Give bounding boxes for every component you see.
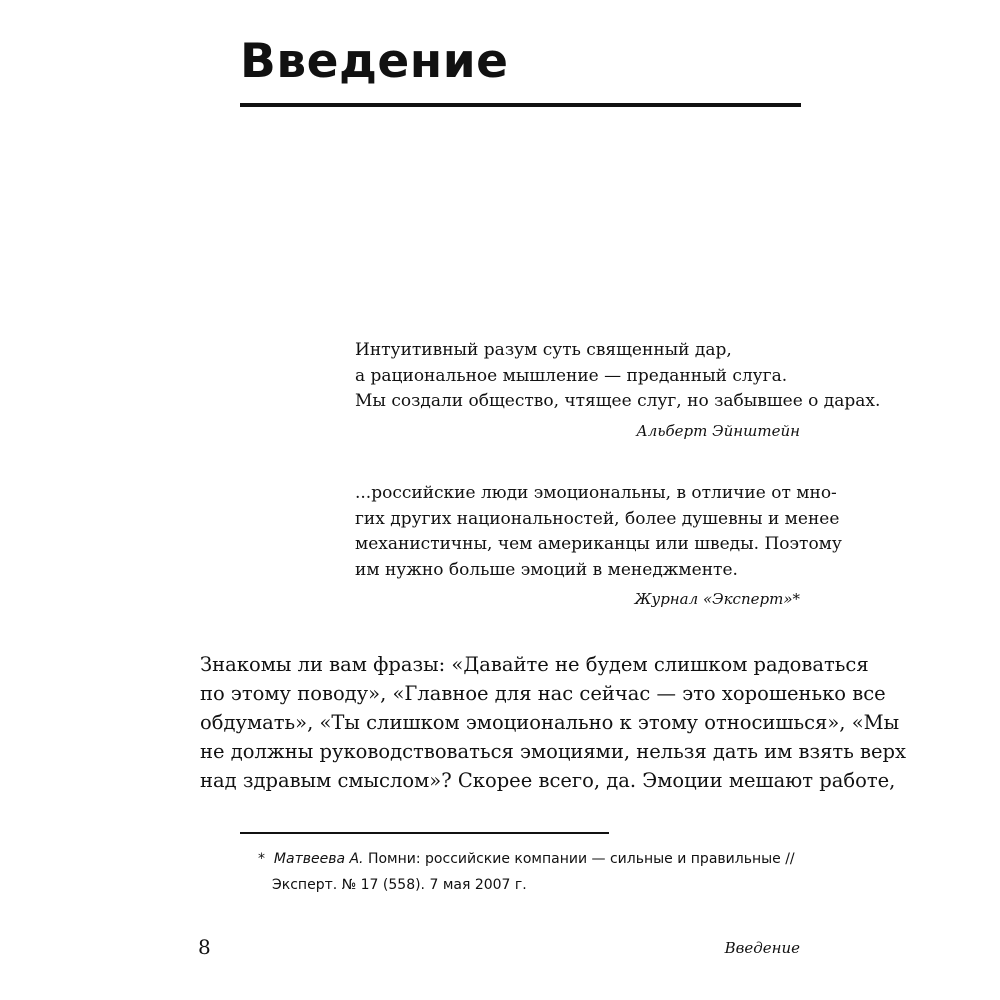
page-title: Введение — [240, 34, 509, 89]
epigraph-line: гих других национальностей, более душевны и менее — [355, 508, 840, 529]
body-paragraph — [200, 650, 907, 795]
footnote — [258, 846, 803, 898]
footnote-line: Эксперт. № 17 (558). 7 мая 2007 г. — [272, 877, 527, 893]
body-line: по этому поводу», «Главное для нас сейчас — это хорошенько все — [200, 682, 886, 705]
epigraph-line: ...российские люди эмоциональны, в отличие от мно- — [355, 483, 837, 503]
epigraph-line: а рациональное мышление — преданный слуга. — [355, 365, 788, 386]
footnote-line — [258, 846, 803, 872]
epigraph-line: механистичны, чем американцы или шведы. Поэтому — [355, 534, 842, 554]
footnote-text: Помни: российские компании — сильные и правильные // — [363, 851, 795, 867]
body-line: Знакомы ли вам фразы: «Давайте не будем слишком радоваться — [200, 653, 869, 676]
epigraph-attribution: Альберт Эйнштейн — [636, 421, 800, 440]
epigraph-attribution: Журнал «Эксперт»* — [634, 590, 800, 608]
epigraph-line: Интуитивный разум суть священный дар, — [355, 340, 732, 360]
epigraph-einstein — [355, 338, 881, 443]
epigraph-line: им нужно больше эмоций в менеджменте. — [355, 559, 738, 580]
body-line: не должны руководствоваться эмоциями, нельзя дать им взять верх — [200, 740, 907, 763]
running-head: Введение — [724, 939, 800, 957]
footnote-rule — [240, 832, 609, 834]
footnote-marker: * — [258, 851, 265, 867]
body-line: обдумать», «Ты слишком эмоционально к этому относишься», «Мы — [200, 711, 900, 734]
epigraph-line: Мы создали общество, чтящее слуг, но забывшее о дарах. — [355, 391, 881, 411]
page-number: 8 — [198, 935, 211, 959]
footnote-author: Матвеева А. — [273, 851, 364, 867]
body-line: над здравым смыслом»? Скорее всего, да. Эмоции мешают работе, — [200, 769, 896, 792]
epigraph-expert — [355, 481, 842, 611]
title-rule — [240, 103, 801, 107]
